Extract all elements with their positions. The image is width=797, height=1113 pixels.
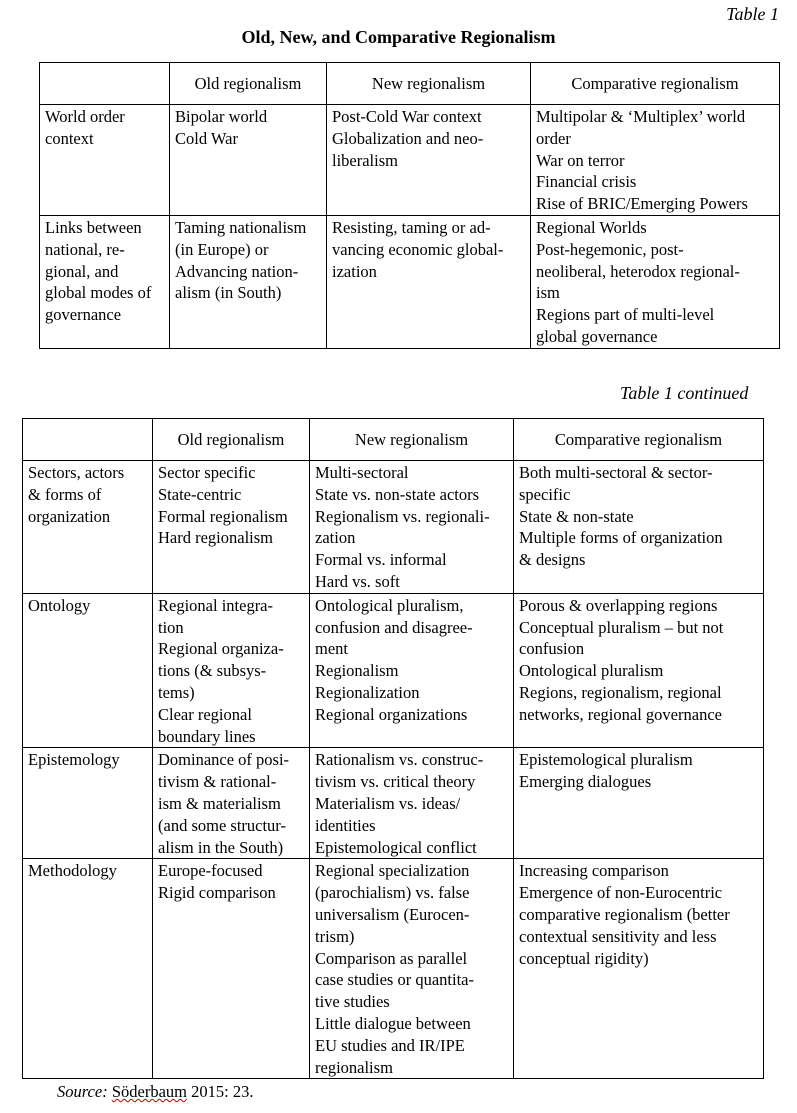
cell-line: Taming nationalism xyxy=(175,217,307,237)
cell-line: Multi-sectoral xyxy=(315,463,409,482)
cell-line: Regionalism vs. regionali- xyxy=(315,506,490,526)
column-header: Comparative regionalism xyxy=(514,419,764,461)
cell-line: zation xyxy=(315,528,356,548)
cell-line: Ontological pluralism xyxy=(519,661,664,681)
cell-line: universalism (Eurocen- xyxy=(315,904,470,924)
cell-line: Dominance of posi- xyxy=(158,750,290,770)
cell-line: Epistemological conflict xyxy=(315,837,477,857)
cell-line: Bipolar world xyxy=(175,107,268,126)
cell-line: Resisting, taming or ad- xyxy=(332,217,491,237)
table-title: Old, New, and Comparative Regionalism xyxy=(241,27,556,47)
cell-line: specific xyxy=(519,484,571,504)
cell-line: Post-Cold War context xyxy=(332,107,482,126)
cell-line: Multipolar & ‘Multiplex’ world xyxy=(536,107,746,126)
table-row xyxy=(23,461,764,594)
cell-line: networks, regional governance xyxy=(519,704,722,724)
cell-line: tions (& subsys- xyxy=(158,661,267,681)
cell-line: confusion xyxy=(519,639,585,659)
header-row xyxy=(23,419,764,461)
table-label: Table 1 xyxy=(726,4,779,24)
cell-line: Regions, regionalism, regional xyxy=(519,682,722,702)
cell-line: boundary lines xyxy=(158,726,256,746)
row-label-cell xyxy=(23,593,153,748)
cell-line: contextual sensitivity and less xyxy=(519,926,717,946)
cell-line: tivism & rational- xyxy=(158,772,277,792)
cell-line: Links between xyxy=(45,217,142,237)
source-label: Source: xyxy=(57,1082,108,1101)
cell-line: & forms of xyxy=(28,484,102,504)
column-header: Old regionalism xyxy=(153,419,310,461)
cell-line: tems) xyxy=(158,682,195,702)
cell-line: Hard vs. soft xyxy=(315,571,400,591)
column-header xyxy=(40,63,170,105)
old-regionalism-cell xyxy=(153,748,310,859)
cell-line: tive studies xyxy=(315,992,390,1012)
old-regionalism-cell xyxy=(153,859,310,1079)
cell-line: Emergence of non-Eurocentric xyxy=(519,883,723,903)
column-header: New regionalism xyxy=(327,63,531,105)
cell-line: Multiple forms of organization xyxy=(519,528,723,548)
cell-line: Emerging dialogues xyxy=(519,772,652,792)
cell-line: (and some structur- xyxy=(158,815,286,835)
old-regionalism-cell xyxy=(170,105,327,216)
cell-line: Epistemology xyxy=(28,750,120,770)
comparative-regionalism-cell xyxy=(514,593,764,748)
cell-line: confusion and disagree- xyxy=(315,617,473,637)
source-year-page: 2015: 23. xyxy=(186,1082,254,1101)
cell-line: Hard regionalism xyxy=(158,528,274,548)
cell-line: War on terror xyxy=(536,150,625,170)
table-row xyxy=(40,105,780,216)
table-continued-label: Table 1 continued xyxy=(620,383,749,403)
cell-line: national, re- xyxy=(45,239,125,259)
cell-line: Regions part of multi-level xyxy=(536,305,715,325)
cell-line: ization xyxy=(332,261,377,281)
cell-line: Materialism vs. ideas/ xyxy=(315,793,461,813)
cell-line: Regional specialization xyxy=(315,861,470,881)
header-row xyxy=(40,63,780,105)
cell-line: Regional organizations xyxy=(315,704,468,724)
comparison-table-part-2 xyxy=(22,418,764,1079)
cell-line: Porous & overlapping regions xyxy=(519,595,718,615)
cell-line: liberalism xyxy=(332,150,398,170)
cell-line: State & non-state xyxy=(519,506,634,526)
cell-line: & designs xyxy=(519,550,586,570)
new-regionalism-cell xyxy=(310,748,514,859)
cell-line: Rigid comparison xyxy=(158,883,276,903)
comparative-regionalism-cell xyxy=(514,748,764,859)
row-label-cell xyxy=(40,215,170,348)
comparison-table-part-1 xyxy=(39,62,780,349)
new-regionalism-cell xyxy=(327,215,531,348)
cell-line: Clear regional xyxy=(158,704,252,724)
comparative-regionalism-cell xyxy=(514,461,764,594)
column-header: New regionalism xyxy=(310,419,514,461)
cell-line: Formal regionalism xyxy=(158,506,288,526)
cell-line: Ontological pluralism, xyxy=(315,595,464,615)
cell-line: Rationalism vs. construc- xyxy=(315,750,484,770)
source-author: Söderbaum xyxy=(111,1082,187,1101)
cell-line: Regional organiza- xyxy=(158,639,284,659)
cell-line: State-centric xyxy=(158,484,242,504)
cell-line: Both multi-sectoral & sector- xyxy=(519,463,713,482)
cell-line: case studies or quantita- xyxy=(315,970,474,990)
cell-line: comparative regionalism (better xyxy=(519,904,730,924)
cell-line: Comparison as parallel xyxy=(315,948,468,968)
cell-line: vancing economic global- xyxy=(332,239,504,259)
cell-line: World order xyxy=(45,107,125,126)
old-regionalism-cell xyxy=(153,593,310,748)
cell-line: neoliberal, heterodox regional- xyxy=(536,261,740,281)
cell-line: Advancing nation- xyxy=(175,261,299,281)
cell-line: ism & materialism xyxy=(158,793,281,813)
comparative-regionalism-cell xyxy=(531,105,780,216)
cell-line: Rise of BRIC/Emerging Powers xyxy=(536,194,748,214)
cell-line: Globalization and neo- xyxy=(332,128,484,148)
cell-line: governance xyxy=(45,305,122,325)
cell-line: Methodology xyxy=(28,861,117,881)
new-regionalism-cell xyxy=(327,105,531,216)
row-label-cell xyxy=(23,461,153,594)
old-regionalism-cell xyxy=(153,461,310,594)
row-label-cell xyxy=(23,748,153,859)
cell-line: organization xyxy=(28,506,111,526)
cell-line: Conceptual pluralism – but not xyxy=(519,617,724,637)
cell-line: tion xyxy=(158,617,184,637)
new-regionalism-cell xyxy=(310,461,514,594)
column-header: Old regionalism xyxy=(170,63,327,105)
table-row xyxy=(23,748,764,859)
cell-line: Formal vs. informal xyxy=(315,550,447,570)
cell-line: alism in the South) xyxy=(158,837,284,857)
source-citation xyxy=(57,1082,253,1102)
cell-line: Cold War xyxy=(175,128,238,148)
cell-line: Regionalization xyxy=(315,682,420,702)
cell-line: (in Europe) or xyxy=(175,239,269,259)
cell-line: Post-hegemonic, post- xyxy=(536,239,684,259)
cell-line: EU studies and IR/IPE xyxy=(315,1035,465,1055)
cell-line: order xyxy=(536,128,571,148)
cell-line: ism xyxy=(536,283,560,303)
cell-line: global modes of xyxy=(45,283,152,303)
table-row xyxy=(40,215,780,348)
cell-line: Increasing comparison xyxy=(519,861,669,881)
cell-line: ment xyxy=(315,639,348,659)
cell-line: (parochialism) vs. false xyxy=(315,883,470,903)
cell-line: Ontology xyxy=(28,595,91,615)
cell-line: Regional Worlds xyxy=(536,217,647,237)
cell-line: conceptual rigidity) xyxy=(519,948,649,968)
table-row xyxy=(23,859,764,1079)
cell-line: tivism vs. critical theory xyxy=(315,772,476,792)
comparative-regionalism-cell xyxy=(531,215,780,348)
column-header: Comparative regionalism xyxy=(531,63,780,105)
old-regionalism-cell xyxy=(170,215,327,348)
cell-line: Regionalism xyxy=(315,661,399,681)
cell-line: State vs. non-state actors xyxy=(315,484,480,504)
cell-line: Regional integra- xyxy=(158,595,274,615)
cell-line: regionalism xyxy=(315,1057,393,1077)
cell-line: Sector specific xyxy=(158,463,256,482)
cell-line: Europe-focused xyxy=(158,861,263,881)
cell-line: gional, and xyxy=(45,261,119,281)
cell-line: global governance xyxy=(536,326,658,346)
cell-line: identities xyxy=(315,815,376,835)
new-regionalism-cell xyxy=(310,593,514,748)
cell-line: Sectors, actors xyxy=(28,463,125,482)
cell-line: Little dialogue between xyxy=(315,1013,471,1033)
cell-line: Epistemological pluralism xyxy=(519,750,693,770)
row-label-cell xyxy=(23,859,153,1079)
cell-line: Financial crisis xyxy=(536,172,637,192)
comparative-regionalism-cell xyxy=(514,859,764,1079)
new-regionalism-cell xyxy=(310,859,514,1079)
table-row xyxy=(23,593,764,748)
cell-line: alism (in South) xyxy=(175,283,282,303)
column-header xyxy=(23,419,153,461)
cell-line: context xyxy=(45,128,94,148)
row-label-cell xyxy=(40,105,170,216)
cell-line: trism) xyxy=(315,926,355,946)
